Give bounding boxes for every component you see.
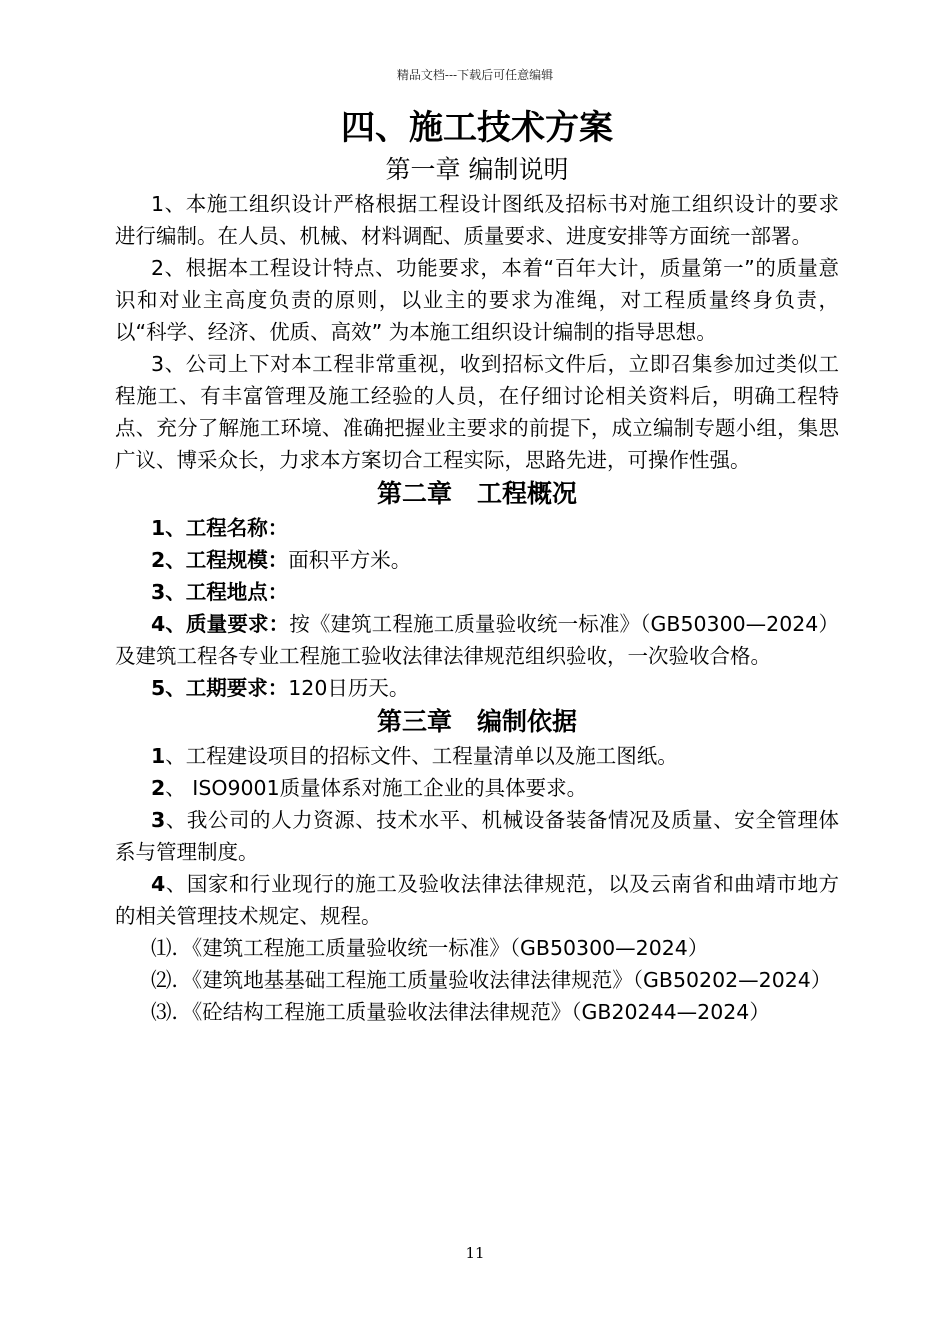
overview-item-separator: ： (268, 612, 290, 636)
basis-item-number: 1 (151, 744, 166, 768)
page-number: 11 (465, 1244, 485, 1262)
overview-item-separator: ： (267, 516, 289, 540)
overview-item-value: 按《建筑工程施工质量验收统一标准》（GB50300—2024）及建筑工程各专业工程施工验收法律法律规范组织验收，一次验收合格。 (115, 612, 839, 668)
basis-item-text: 、我公司的人力资源、技术水平、机械设备装备情况及质量、安全管理体系与管理制度。 (115, 808, 839, 864)
overview-item-separator: ： (267, 676, 289, 700)
basis-item-4 (115, 868, 839, 932)
basis-item-number: 3 (151, 808, 166, 832)
overview-item-label: 2、工程规模 (151, 548, 268, 572)
main-title: 四、施工技术方案 (341, 108, 613, 148)
basis-item-text: 、国家和行业现行的施工及验收法律法律规范，以及云南省和曲靖市地方的相关管理技术规定、规程。 (115, 872, 839, 928)
overview-item-separator: ： (267, 548, 289, 572)
basis-item-2 (115, 772, 839, 804)
overview-item-duration (115, 672, 839, 704)
basis-item-number: 2 (151, 776, 166, 800)
overview-item-quality (115, 608, 839, 672)
basis-item-3 (115, 804, 839, 868)
chapter1-paragraph-2: 2、根据本工程设计特点、功能要求，本着“百年大计，质量第一”的质量意识和对业主高度负责的原则，以业主的要求为准绳，对工程质量终身负责，以“科学、经济、优质、高效” 为本施工组织设计编制的指导思想。 (115, 256, 839, 344)
standard-item-2: ⑵．《建筑地基基础工程施工质量验收法律法律规范》（GB50202—2024） (151, 968, 832, 992)
overview-item-label: 1、工程名称 (151, 516, 268, 540)
basis-item-text: 、 ISO9001质量体系对施工企业的具体要求。 (165, 776, 588, 800)
standard-item-1: ⑴．《建筑工程施工质量验收统一标准》（GB50300—2024） (151, 936, 709, 960)
overview-item-name (115, 512, 839, 544)
overview-item-scale (115, 544, 839, 576)
overview-item-label: 5、工期要求 (151, 676, 268, 700)
basis-item-text: 、工程建设项目的招标文件、工程量清单以及施工图纸。 (165, 744, 678, 768)
basis-item-1 (115, 740, 839, 772)
chapter2-title: 第二章 工程概况 (376, 479, 577, 508)
overview-item-label: 3、工程地点 (151, 580, 268, 604)
standard-item-3: ⑶．《砼结构工程施工质量验收法律法律规范》（GB20244—2024） (151, 1000, 770, 1024)
chapter3-title: 第三章 编制依据 (376, 707, 577, 736)
header-watermark: 精品文档---下载后可任意编辑 (396, 68, 554, 82)
overview-item-label: 4、质量要求 (151, 612, 269, 636)
overview-item-value: 面积平方米。 (288, 548, 412, 572)
overview-item-location (115, 576, 839, 608)
basis-item-number: 4 (151, 872, 166, 896)
chapter1-paragraph-1: 1、本施工组织设计严格根据工程设计图纸及招标书对施工组织设计的要求进行编制。在人员、机械、材料调配、质量要求、进度安排等方面统一部署。 (115, 192, 839, 248)
chapter1-paragraph-3: 3、公司上下对本工程非常重视，收到招标文件后，立即召集参加过类似工程施工、有丰富管理及施工经验的人员，在仔细讨论相关资料后，明确工程特点、充分了解施工环境、准确把握业主要求的前提下，成立编制专题小组，集思广议、博采众长，力求本方案切合工程实际，思路先进，可操作性强。 (115, 352, 839, 472)
document-body (115, 104, 839, 1028)
overview-item-separator: ： (267, 580, 289, 604)
overview-item-value: 120日历天。 (288, 676, 410, 700)
chapter1-title: 第一章 编制说明 (385, 155, 569, 184)
